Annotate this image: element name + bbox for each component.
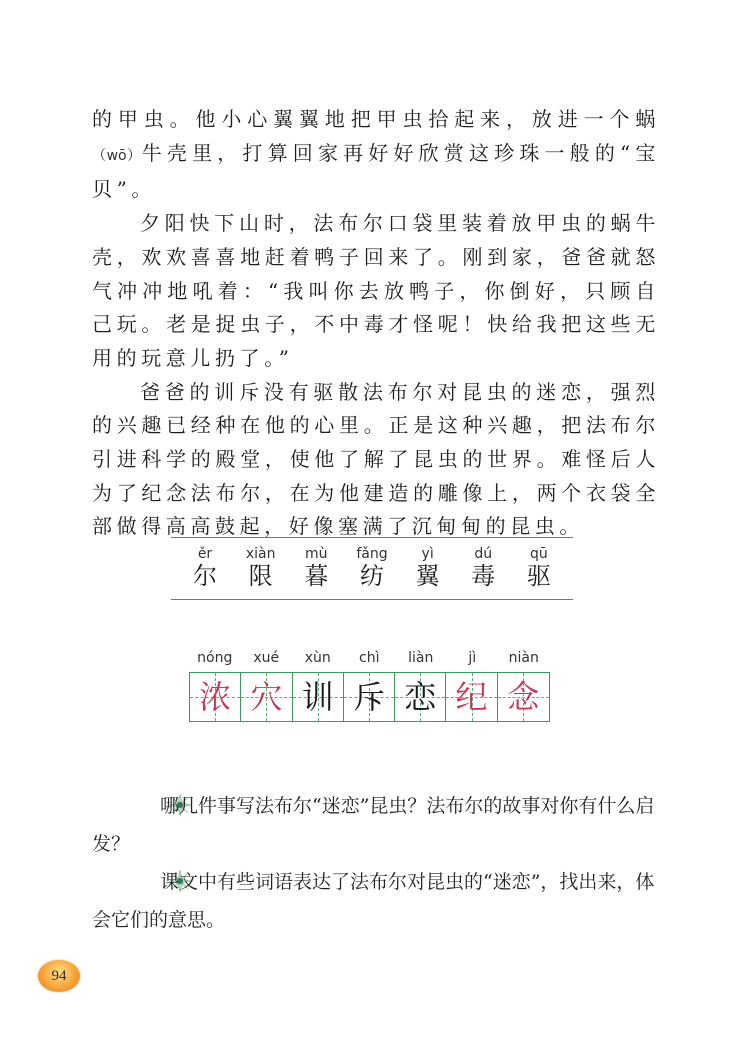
paragraph-1 [92,103,660,207]
question-1 [92,787,660,863]
character: 念 [507,678,540,716]
question-text: 哪几件事写法布尔“迷恋”昆虫？法布尔的故事对你有什么启发？ [92,795,655,855]
grid-cell [241,673,292,721]
grid-cell [446,673,497,721]
paragraph-2: 夕阳快下山时，法布尔口袋里装着放甲虫的蜗牛壳，欢欢喜喜地赶着鸭子回来了。刚到家，爸爸就怒气冲冲地吼着：“我叫你去放鸭子，你倒好，只顾自己玩。老是捉虫子，不中毒才怪呢！快给我把这些无用的玩意儿扔了。” [92,211,660,370]
inline-pinyin-annotation: （wō） [92,147,142,164]
question-2 [92,863,660,939]
paragraph-3: 爸爸的训斥没有驱散法布尔对昆虫的迷恋，强烈的兴趣已经种在他的心里。正是这种兴趣，把法布尔引进科学的殿堂，使他了解了昆虫的世界。难怪后人为了纪念法布尔，在为他建造的雕像上，两个衣袋全部做得高高鼓起，好像塞满了沉甸甸的昆虫。 [92,379,660,539]
pinyin-label: yì [421,546,434,562]
grid-cell [395,673,446,721]
character: 限 [248,562,273,590]
read-char-item [352,538,392,599]
pinyin-label: fǎng [356,546,388,562]
character: 恋 [404,678,437,716]
pinyin-label: mù [305,546,328,562]
character: 纪 [455,678,488,716]
question-text: 课文中有些词语表达了法布尔对昆虫的“迷恋”，找出来，体会它们的意思。 [92,871,655,931]
character: 斥 [352,678,385,716]
lesson-body-text [92,103,660,544]
read-characters-table [171,537,573,600]
grid-cell [190,673,241,721]
read-char-item [185,538,225,599]
pinyin-label: jì [468,650,477,666]
pinyin-label: xué [253,650,280,666]
character: 驱 [526,562,551,590]
character: 翼 [415,562,440,590]
read-char-item [519,538,559,599]
pinyin-label: xiàn [245,546,276,562]
pinyin-label: niàn [508,650,539,666]
read-char-item [241,538,281,599]
read-char-item [408,538,448,599]
grid-cell [498,673,549,721]
pinyin-label: xùn [304,650,331,666]
pinyin-label: chì [359,650,380,666]
character: 暮 [304,562,329,590]
write-characters-grid [189,650,550,722]
page-number: 94 [51,967,67,984]
flower-icon [130,868,154,892]
character: 毒 [471,562,496,590]
pinyin-label: ěr [197,546,213,562]
exercise-questions [92,787,660,939]
pinyin-label: dú [474,546,493,562]
read-char-item [296,538,336,599]
pinyin-row [189,650,550,672]
character: 尔 [193,562,217,590]
pinyin-label: qū [530,546,548,562]
paragraph-1-text-a: 的甲虫。他小心翼翼地把甲虫拾起来，放进一个蜗 [92,107,660,131]
page-number-badge [38,960,80,992]
character: 纺 [359,562,384,590]
paragraph-1-text-b: 牛壳里，打算回家再好好欣赏这珍珠一般的“宝贝”。 [92,140,660,202]
character: 训 [301,678,334,716]
character: 浓 [199,678,232,716]
grid-cell [344,673,395,721]
pinyin-label: liàn [408,650,434,666]
grid-cell [293,673,344,721]
read-char-item [463,538,503,599]
flower-icon [130,792,154,816]
pinyin-label: nóng [197,650,233,666]
character: 穴 [250,678,283,716]
tianzige-grid [189,672,550,722]
